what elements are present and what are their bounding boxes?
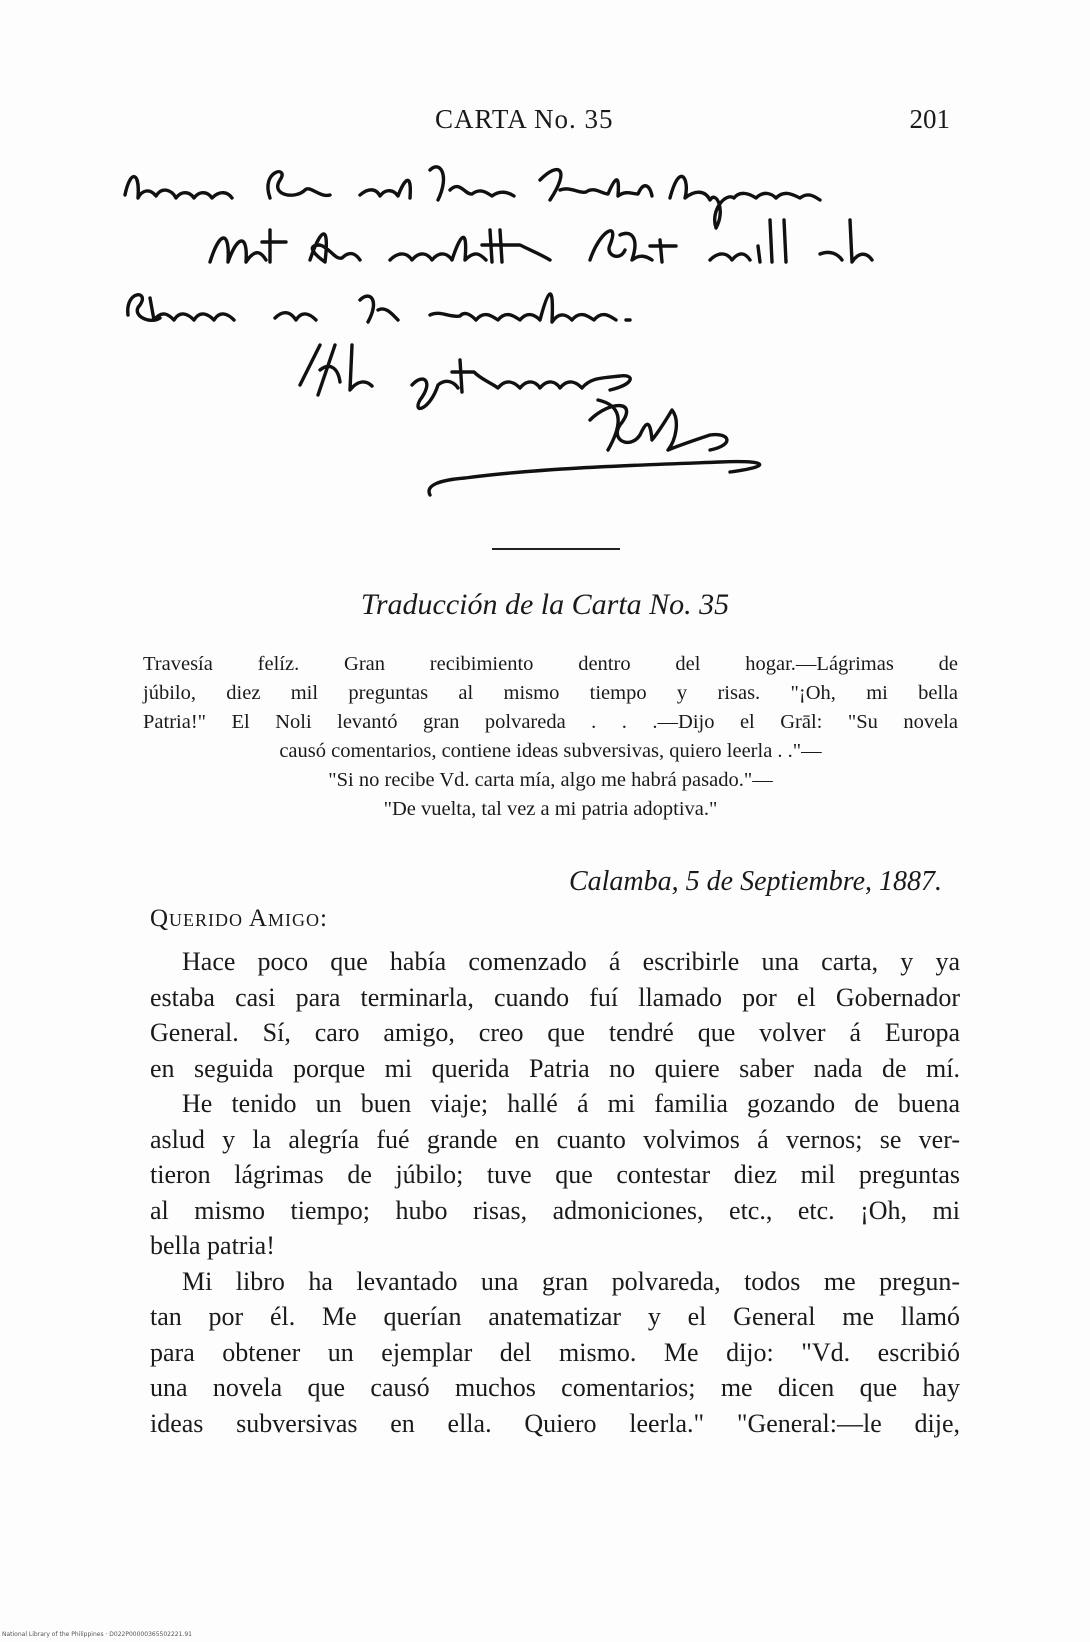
translation-title: Traducción de la Carta No. 35 bbox=[360, 588, 730, 621]
body-line: General. Sí, caro amigo, creo que tendré que volver á Europa bbox=[150, 1018, 960, 1047]
body-line: en seguida porque mi querida Patria no quiere saber nada de mí. bbox=[150, 1053, 960, 1083]
body-line: para obtener un ejemplar del mismo. Me dijo: "Vd. escribió bbox=[150, 1337, 960, 1367]
summary-line: Travesía felíz. Gran recibimiento dentro del hogar.—Lágrimas de bbox=[143, 653, 958, 675]
summary-line: causó comentarios, contiene ideas subversivas, quiero leerla . ."— bbox=[279, 740, 822, 762]
summary-line: "De vuelta, tal vez a mi patria adoptiva." bbox=[383, 798, 718, 820]
summary-line: júbilo, diez mil preguntas al mismo tiempo y risas. "¡Oh, mi bella bbox=[143, 682, 958, 704]
letter-dateline: Calamba, 5 de Septiembre, 1887. bbox=[568, 866, 942, 897]
summary-line: "Si no recibe Vd. carta mía, algo me habrá pasado."— bbox=[328, 769, 773, 791]
page-number: 201 bbox=[909, 104, 950, 134]
body-line: al mismo tiempo; hubo risas, admoniciones, etc., etc. ¡Oh, mi bbox=[150, 1195, 960, 1225]
body-line: Hace poco que había comenzado á escribirle una carta, y ya bbox=[182, 947, 960, 976]
body-line: bella patria! bbox=[150, 1231, 275, 1260]
section-separator bbox=[492, 548, 620, 550]
body-line: tieron lágrimas de júbilo; tuve que contestar diez mil preguntas bbox=[150, 1160, 960, 1189]
letter-summary bbox=[143, 650, 958, 824]
body-line: una novela que causó muchos comentarios; me dicen que hay bbox=[150, 1373, 960, 1402]
letter-salutation: Querido Amigo: bbox=[150, 905, 328, 932]
summary-line: Patria!" El Noli levantó gran polvareda . . .—Dijo el Grāl: "Su novela bbox=[143, 711, 958, 733]
handwritten-letter-closing bbox=[120, 150, 980, 530]
handwriting-image bbox=[120, 150, 980, 530]
body-line: aslud y la alegría fué grande en cuanto volvimos á vernos; se ver- bbox=[150, 1124, 960, 1154]
body-line: Mi libro ha levantado una gran polvareda, todos me pregun- bbox=[182, 1266, 960, 1296]
body-line: He tenido un buen viaje; hallé á mi familia gozando de buena bbox=[182, 1089, 960, 1118]
running-header bbox=[150, 104, 950, 144]
body-line: estaba casi para terminarla, cuando fuí llamado por el Gobernador bbox=[150, 982, 960, 1012]
archive-footer-note: National Library of the Philippines · D022P00000365502221.91 bbox=[2, 1631, 192, 1638]
letter-body bbox=[150, 944, 960, 1441]
body-line: tan por él. Me querían anatematizar y el General me llamó bbox=[150, 1302, 960, 1331]
body-line: ideas subversivas en ella. Quiero leerla." "General:—le dije, bbox=[150, 1408, 960, 1438]
header-title: CARTA No. 35 bbox=[435, 104, 614, 134]
